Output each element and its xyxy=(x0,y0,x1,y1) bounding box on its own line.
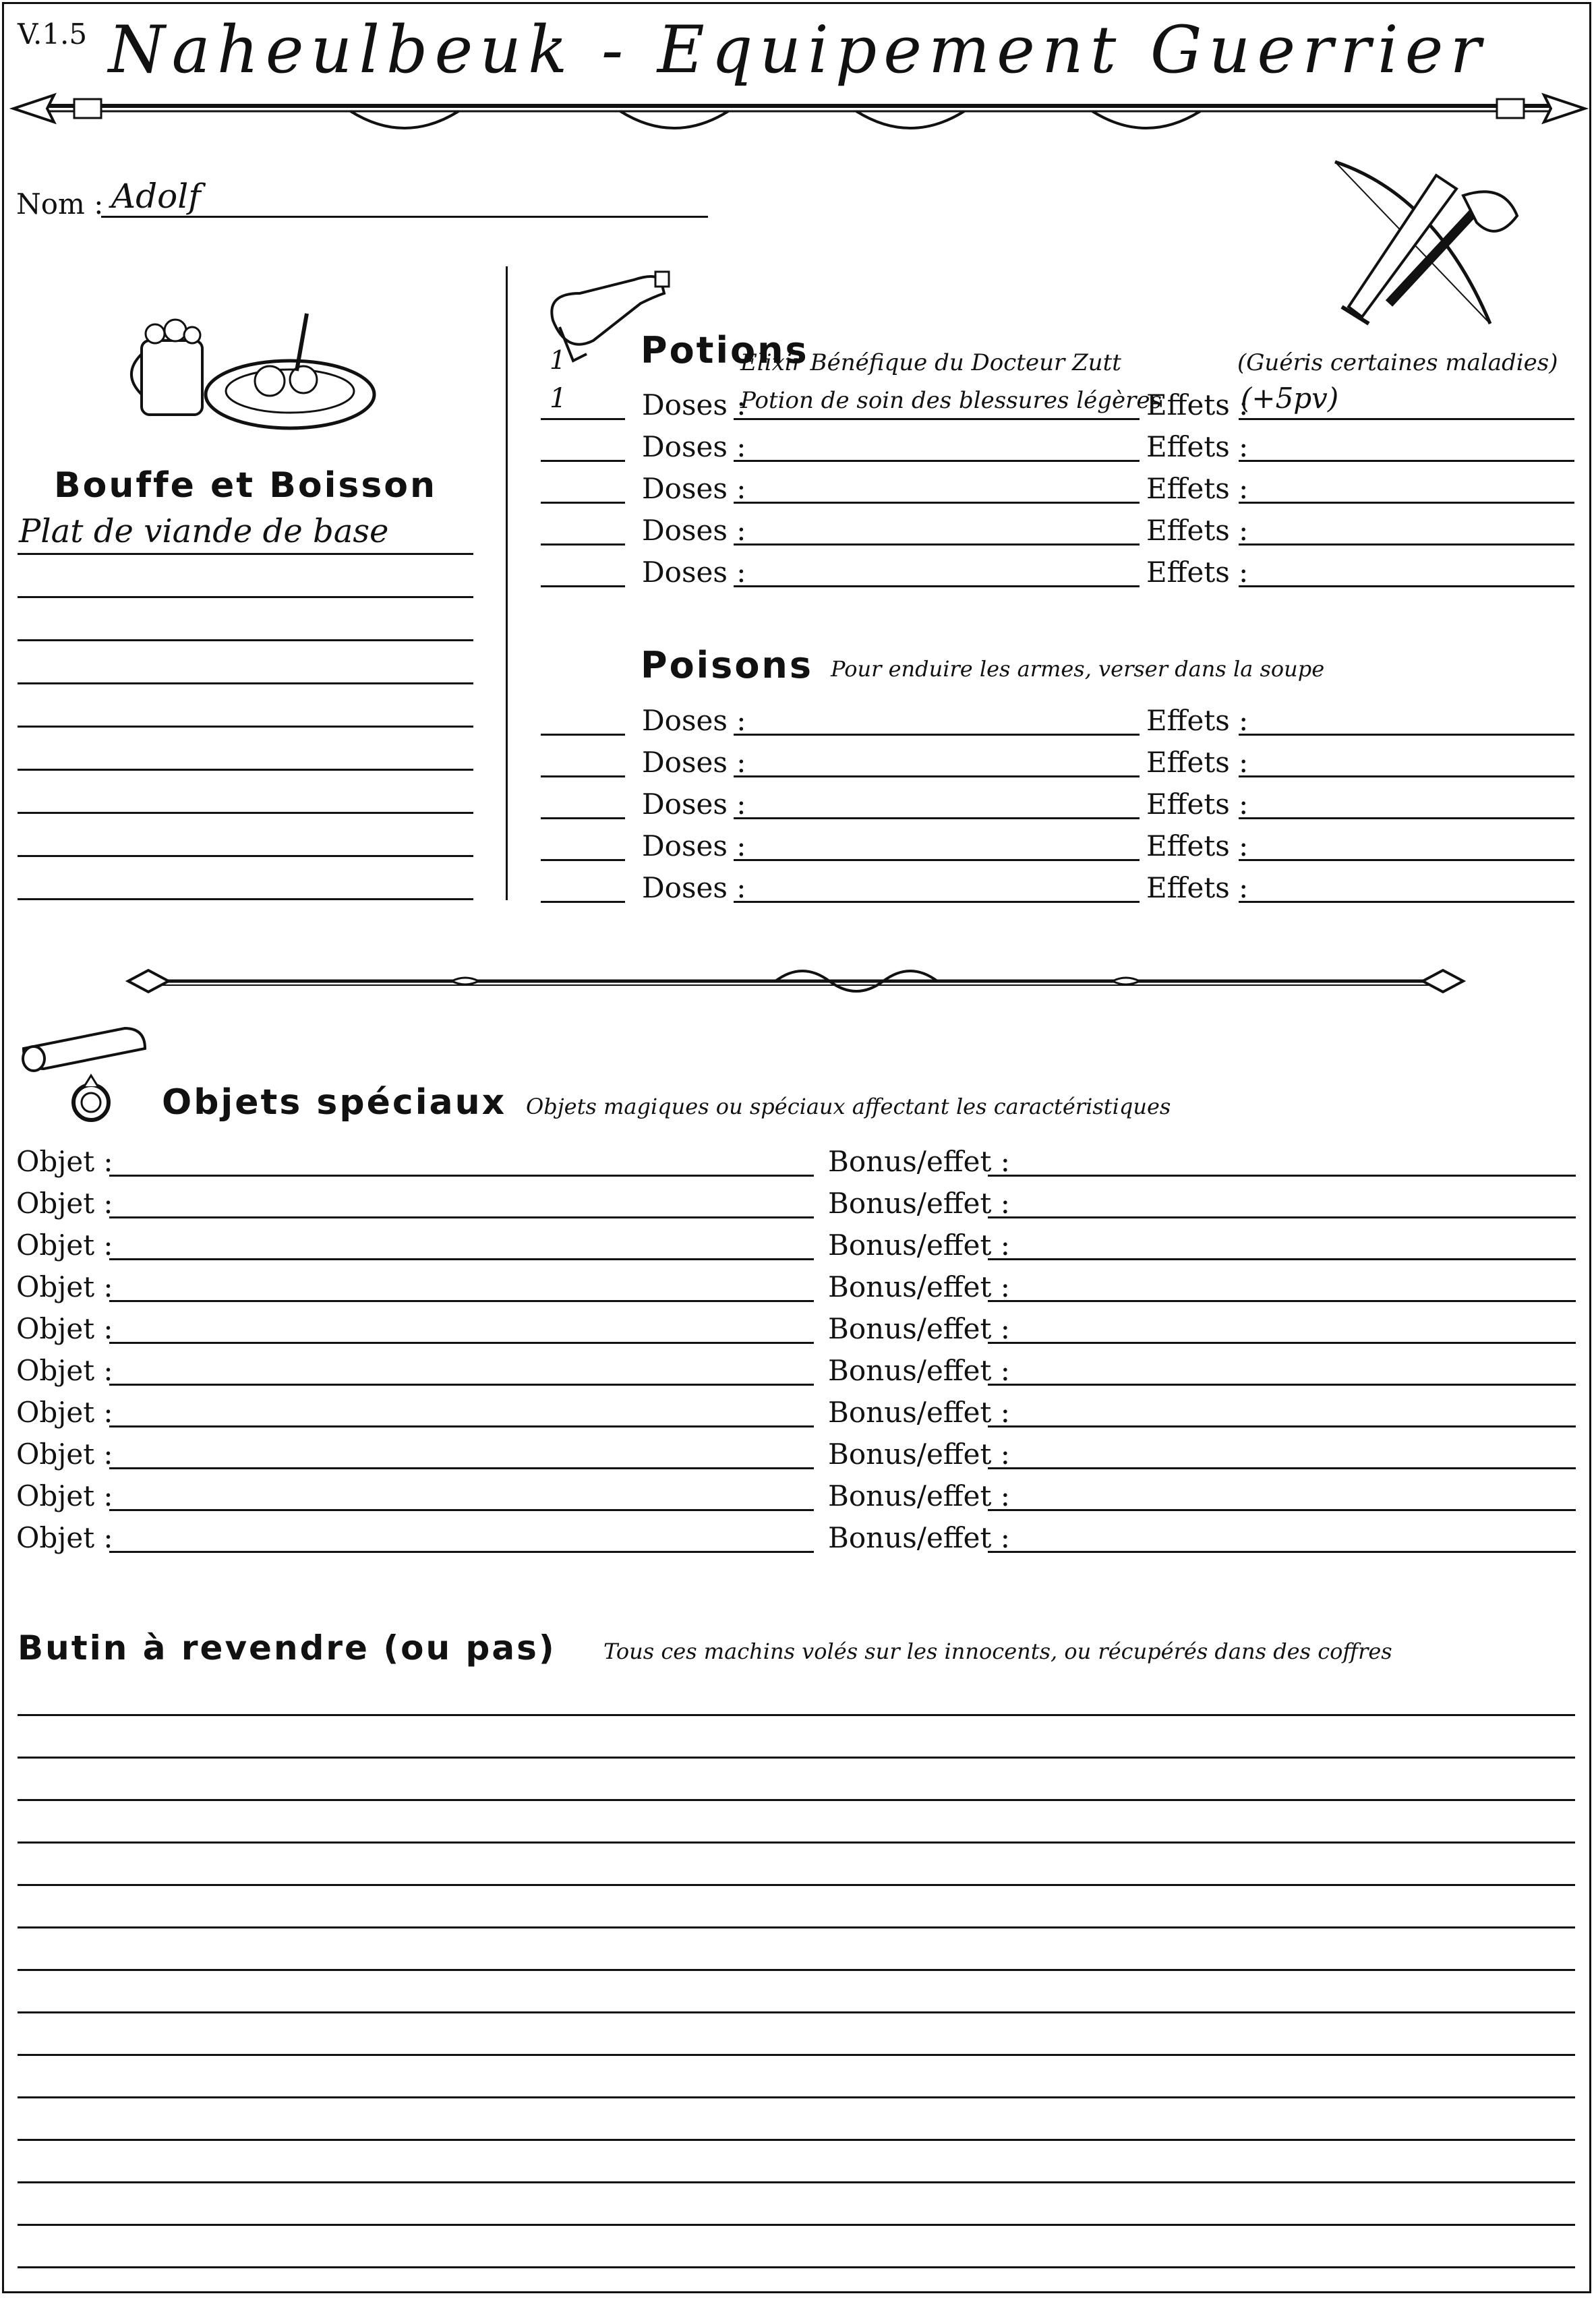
objet-field[interactable] xyxy=(109,1258,814,1260)
objet-field[interactable] xyxy=(109,1300,814,1302)
bouffe-line xyxy=(18,596,473,598)
poisons-doses-label: Doses : xyxy=(642,704,746,737)
potions-doses-label: Doses : xyxy=(642,430,746,463)
potions-effect-line xyxy=(1239,543,1574,546)
poisons-effets-label: Effets : xyxy=(1146,871,1249,904)
potions-dose-line xyxy=(541,460,625,462)
potions-name-value[interactable]: Potion de soin des blessures légères xyxy=(740,387,1162,414)
butin-line[interactable] xyxy=(18,1884,1575,1886)
bonus-field[interactable] xyxy=(988,1467,1576,1469)
butin-line[interactable] xyxy=(18,2139,1575,2141)
objet-label: Objet : xyxy=(16,1145,113,1178)
potions-doses-label: Doses : xyxy=(642,472,746,505)
potions-dose-line xyxy=(541,585,625,587)
bonus-field[interactable] xyxy=(988,1258,1576,1260)
potions-effect-line xyxy=(1239,460,1574,462)
poisons-effets-label: Effets : xyxy=(1146,829,1249,862)
poisons-name-line xyxy=(734,817,1140,819)
version-label: V.1.5 xyxy=(18,18,88,51)
potions-dose-line xyxy=(541,543,625,546)
objet-field[interactable] xyxy=(109,1175,814,1177)
potions-name-line xyxy=(734,543,1140,546)
objet-field[interactable] xyxy=(109,1342,814,1344)
butin-line[interactable] xyxy=(18,2054,1575,2056)
bonus-field[interactable] xyxy=(988,1425,1576,1427)
potions-dose-value[interactable]: 1 xyxy=(550,383,567,414)
bouffe-line xyxy=(18,769,473,771)
potions-doses-label: Doses : xyxy=(642,556,746,589)
bouffe-line xyxy=(18,812,473,814)
objet-label: Objet : xyxy=(16,1396,113,1429)
poisons-subtitle: Pour enduire les armes, verser dans la soupe xyxy=(831,656,1325,682)
bonus-field[interactable] xyxy=(988,1300,1576,1302)
crossed-weapons-icon xyxy=(1322,155,1537,337)
bonus-label: Bonus/effet : xyxy=(828,1521,1010,1554)
bonus-field[interactable] xyxy=(988,1551,1576,1553)
potions-effets-label: Effets : xyxy=(1146,514,1249,547)
poisons-doses-label: Doses : xyxy=(642,829,746,862)
bouffe-item[interactable]: Plat de viande de base xyxy=(19,512,389,550)
bonus-field[interactable] xyxy=(988,1509,1576,1511)
nom-field-line xyxy=(101,216,708,218)
potions-dose-line xyxy=(541,502,625,504)
potions-name-line xyxy=(734,460,1140,462)
objet-label: Objet : xyxy=(16,1312,113,1345)
poisons-name-line xyxy=(734,859,1140,861)
objet-label: Objet : xyxy=(16,1187,113,1220)
potions-name-line xyxy=(734,502,1140,504)
objet-label: Objet : xyxy=(16,1229,113,1262)
bouffe-line xyxy=(18,726,473,728)
objet-label: Objet : xyxy=(16,1270,113,1303)
poisons-effets-label: Effets : xyxy=(1146,788,1249,821)
bonus-label: Bonus/effet : xyxy=(828,1396,1010,1429)
butin-line[interactable] xyxy=(18,1714,1575,1716)
objet-field[interactable] xyxy=(109,1467,814,1469)
poisons-dose-line xyxy=(541,901,625,903)
food-plate-icon xyxy=(135,300,378,435)
butin-line[interactable] xyxy=(18,1799,1575,1801)
potions-dose-line xyxy=(541,418,625,420)
bonus-label: Bonus/effet : xyxy=(828,1438,1010,1471)
poisons-dose-line xyxy=(541,775,625,777)
poisons-dose-line xyxy=(541,859,625,861)
butin-subtitle: Tous ces machins volés sur les innocents, ou récupérés dans des coffres xyxy=(603,1639,1392,1664)
poisons-name-line xyxy=(734,734,1140,736)
potions-effect-value[interactable]: (Guéris certaines maladies) xyxy=(1237,349,1558,376)
poisons-effets-label: Effets : xyxy=(1146,746,1249,779)
bonus-label: Bonus/effet : xyxy=(828,1270,1010,1303)
objet-label: Objet : xyxy=(16,1479,113,1512)
potions-doses-label: Doses : xyxy=(642,388,746,421)
poisons-title: Poisons xyxy=(641,644,814,686)
spear-divider-icon xyxy=(13,84,1585,145)
potions-name-line xyxy=(734,418,1140,420)
objets-subtitle: Objets magiques ou spéciaux affectant les caractéristiques xyxy=(526,1094,1171,1119)
butin-line[interactable] xyxy=(18,2181,1575,2183)
potions-name-value[interactable]: Elixir Bénéfique du Docteur Zutt xyxy=(740,349,1121,376)
poisons-doses-label: Doses : xyxy=(642,746,746,779)
scroll-ring-icon xyxy=(17,1022,158,1129)
butin-line[interactable] xyxy=(18,2266,1575,2268)
poisons-dose-line xyxy=(541,817,625,819)
bouffe-line xyxy=(18,553,473,555)
bouffe-line xyxy=(18,682,473,684)
objet-field[interactable] xyxy=(109,1384,814,1386)
nom-label: Nom : xyxy=(16,187,104,220)
bonus-label: Bonus/effet : xyxy=(828,1312,1010,1345)
bouffe-line xyxy=(18,855,473,857)
bonus-field[interactable] xyxy=(988,1175,1576,1177)
potions-effect-line xyxy=(1239,585,1574,587)
potions-effets-label: Effets : xyxy=(1146,472,1249,505)
objet-field[interactable] xyxy=(109,1425,814,1427)
butin-line[interactable] xyxy=(18,2011,1575,2013)
butin-line[interactable] xyxy=(18,1842,1575,1844)
bonus-field[interactable] xyxy=(988,1216,1576,1218)
poisons-doses-label: Doses : xyxy=(642,871,746,904)
potions-effect-value[interactable]: (+5pv) xyxy=(1241,382,1339,415)
bonus-label: Bonus/effet : xyxy=(828,1229,1010,1262)
staff-divider-icon xyxy=(128,961,1463,1001)
page-title: Naheulbeuk - Equipement Guerrier xyxy=(108,12,1488,88)
objets-title: Objets spéciaux xyxy=(162,1082,507,1123)
poisons-effect-line xyxy=(1239,734,1574,736)
potions-effect-line xyxy=(1239,418,1574,420)
poisons-effect-line xyxy=(1239,775,1574,777)
bonus-label: Bonus/effet : xyxy=(828,1354,1010,1387)
bouffe-line xyxy=(18,898,473,900)
butin-title: Butin à revendre (ou pas) xyxy=(18,1628,556,1668)
objet-field[interactable] xyxy=(109,1509,814,1511)
bouffe-title: Bouffe et Boisson xyxy=(54,465,438,506)
poisons-name-line xyxy=(734,901,1140,903)
objet-field[interactable] xyxy=(109,1551,814,1553)
potions-effets-label: Effets : xyxy=(1146,388,1249,421)
poisons-effets-label: Effets : xyxy=(1146,704,1249,737)
objet-label: Objet : xyxy=(16,1438,113,1471)
column-divider xyxy=(506,266,508,900)
butin-line[interactable] xyxy=(18,1969,1575,1971)
poisons-doses-label: Doses : xyxy=(642,788,746,821)
poisons-name-line xyxy=(734,775,1140,777)
butin-line[interactable] xyxy=(18,1757,1575,1759)
bouffe-line xyxy=(18,639,473,641)
potions-effets-label: Effets : xyxy=(1146,430,1249,463)
potions-effect-line xyxy=(1239,502,1574,504)
bonus-label: Bonus/effet : xyxy=(828,1145,1010,1178)
bonus-label: Bonus/effet : xyxy=(828,1479,1010,1512)
poisons-effect-line xyxy=(1239,859,1574,861)
potions-dose-value[interactable]: 1 xyxy=(550,345,566,375)
poisons-effect-line xyxy=(1239,901,1574,903)
poisons-effect-line xyxy=(1239,817,1574,819)
potions-name-line xyxy=(734,585,1140,587)
objet-label: Objet : xyxy=(16,1521,113,1554)
bonus-label: Bonus/effet : xyxy=(828,1187,1010,1220)
objet-field[interactable] xyxy=(109,1216,814,1218)
bonus-field[interactable] xyxy=(988,1384,1576,1386)
butin-line[interactable] xyxy=(18,2096,1575,2098)
potions-effets-label: Effets : xyxy=(1146,556,1249,589)
butin-line[interactable] xyxy=(18,2224,1575,2226)
potions-title: Potions xyxy=(641,329,809,372)
potions-doses-label: Doses : xyxy=(642,514,746,547)
poisons-dose-line xyxy=(541,734,625,736)
butin-line[interactable] xyxy=(18,1926,1575,1928)
objet-label: Objet : xyxy=(16,1354,113,1387)
bonus-field[interactable] xyxy=(988,1342,1576,1344)
nom-field[interactable]: Adolf xyxy=(111,177,201,216)
